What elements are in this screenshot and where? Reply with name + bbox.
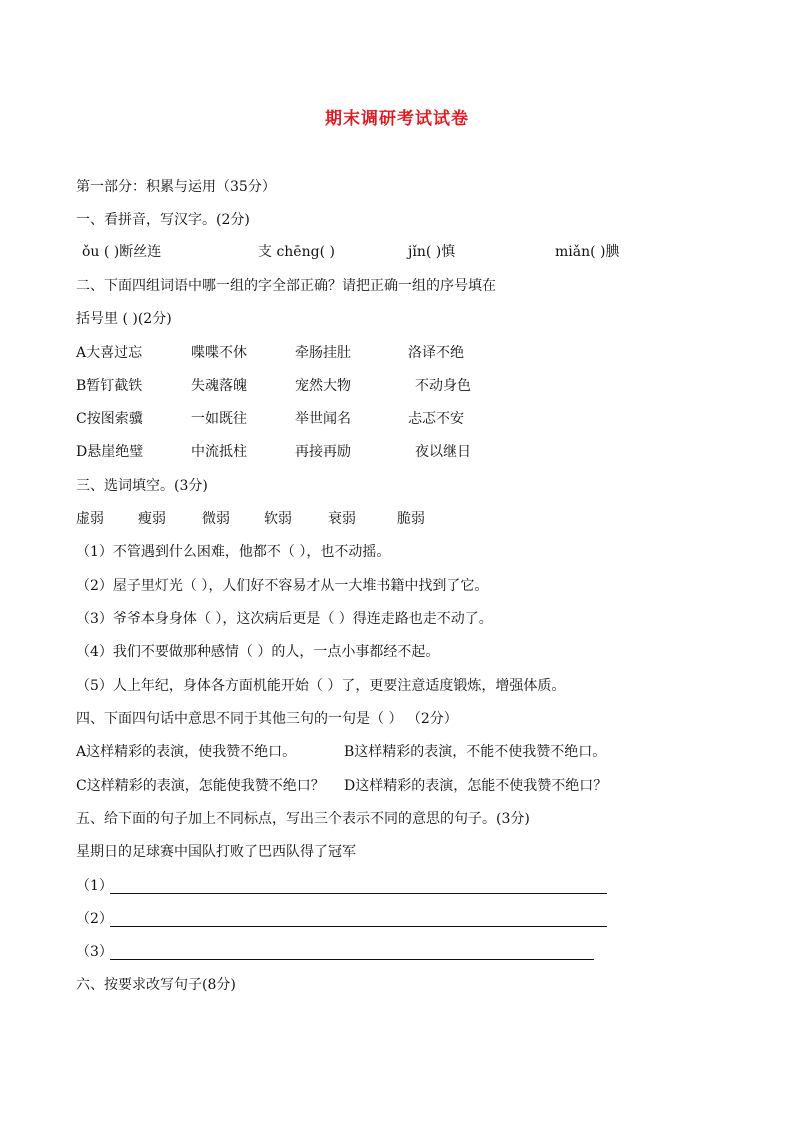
q2-word: A大喜过忘 [76,345,143,361]
part-one-heading: 第一部分：积累与运用（35分） [76,179,276,195]
q6-heading: 六、按要求改写句子(8分) [76,977,236,993]
q3-sentence: （1）不管遇到什么困难，他都不（ ），也不动摇。 [76,544,391,560]
q1-item: miǎn( )腆 [555,244,620,260]
q3-word: 衰弱 [328,511,356,527]
answer-blank-line[interactable] [110,959,594,960]
q4-option-d: D这样精彩的表演，怎能不使我赞不绝口？ [344,778,608,794]
answer-blank-line[interactable] [110,893,607,894]
q3-word-bank [76,510,716,528]
q3-sentence: （5）人上年纪，身体各方面机能开始（ ）了，更要注意适度锻炼，增强体质。 [76,678,566,694]
q2-word: 忐忑不安 [408,411,464,427]
q2-option-row [76,410,716,428]
q3-heading: 三、选词填空。(3分) [76,478,208,494]
answer-blank-line[interactable] [110,926,607,927]
q1-heading: 一、看拼音，写汉字。(2分) [76,212,250,228]
q5-heading: 五、给下面的句子加上不同标点，写出三个表示不同的意思的句子。(3分) [76,811,530,827]
q2-word: 举世闻名 [295,411,351,427]
q2-heading: 二、下面四组词语中哪一组的字全部正确？请把正确一组的序号填在 [76,278,496,294]
q3-word: 虚弱 [76,511,104,527]
q4-heading: 四、下面四句话中意思不同于其他三句的一句是（ ） （2分） [76,711,458,727]
q2-word: 一如既往 [191,411,247,427]
q3-sentence: （2）屋子里灯光（ ），人们好不容易才从一大堆书籍中找到了它。 [76,578,489,594]
q2-word: 牵肠挂肚 [295,345,351,361]
q2-word: D悬崖绝璧 [76,444,144,460]
q5-sentence: 星期日的足球赛中国队打败了巴西队得了冠军 [76,844,356,860]
q3-word: 瘦弱 [138,511,166,527]
q1-item: ǒu ( )断丝连 [82,244,162,260]
q1-item: jǐn( )慎 [408,244,456,260]
q2-option-row [76,443,716,461]
q2-word: C按图索骥 [76,411,143,427]
q2-word: 宠然大物 [295,378,351,394]
q3-sentence: （3）爷爷本身身体（ ），这次病后更是（ ）得连走路也走不动了。 [76,611,493,627]
q2-heading-cont: 括号里 ( )(2分) [76,311,172,327]
q2-word: 失魂落魄 [191,378,247,394]
q4-option-a: A这样精彩的表演，使我赞不绝口。 [76,744,297,760]
q2-option-row [76,377,716,395]
page-title: 期末调研考试试卷 [325,109,469,129]
q4-option-row [76,777,716,795]
q1-pinyin-row [76,243,716,261]
q4-option-row [76,743,716,761]
q2-word: 中流抵柱 [191,444,247,460]
q5-answer-label: （1） [76,878,113,894]
q5-answer-line [76,910,716,928]
q5-answer-label: （2） [76,911,113,927]
q3-word: 脆弱 [397,511,425,527]
q3-word: 软弱 [264,511,292,527]
q2-word: 喋喋不休 [191,345,247,361]
q2-option-row [76,344,716,362]
q3-sentence: （4）我们不要做那种感情（ ）的人，一点小事都经不起。 [76,644,440,660]
q5-answer-line [76,877,716,895]
q2-word: 洛译不绝 [408,345,464,361]
q5-answer-label: （3） [76,944,113,960]
q4-option-c: C这样精彩的表演，怎能使我赞不绝口？ [76,778,325,794]
q5-answer-line [76,943,716,961]
q2-word: 夜以继日 [415,444,471,460]
q1-item: 支 chēng( ) [258,244,335,260]
q2-word: 不动身色 [415,378,471,394]
q4-option-b: B这样精彩的表演，不能不使我赞不绝口。 [344,744,607,760]
q3-word: 微弱 [202,511,230,527]
q2-word: B暂钉截铁 [76,378,143,394]
q2-word: 再接再励 [295,444,351,460]
